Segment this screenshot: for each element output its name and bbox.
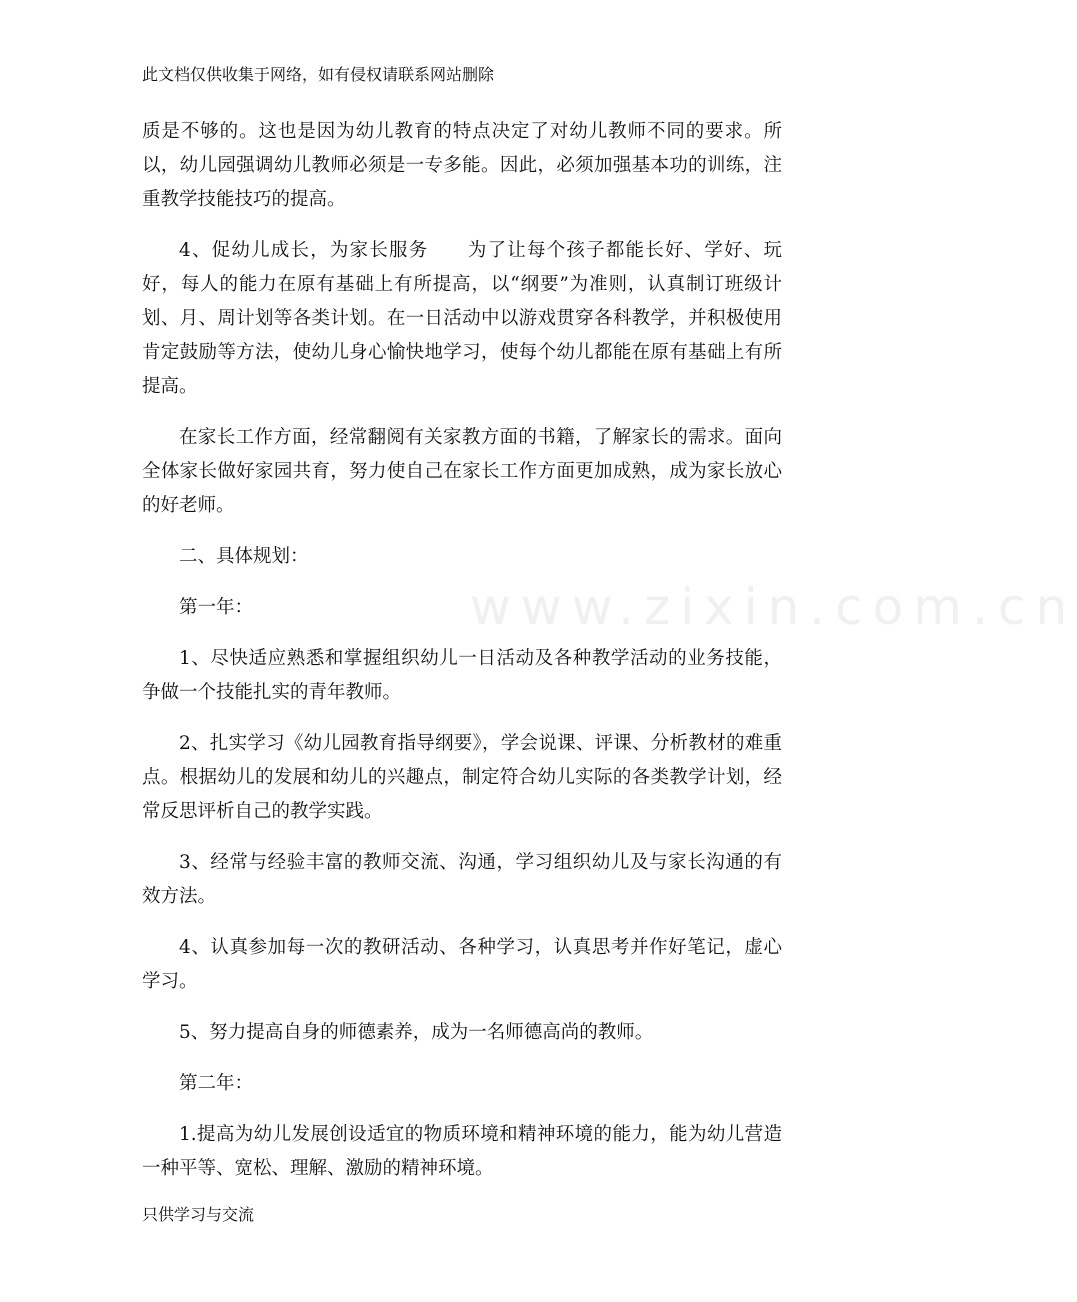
- list-item: 5、努力提高自身的师德素养，成为一名师德高尚的教师。: [179, 1022, 654, 1043]
- page-header-note: 此文档仅供收集于网络，如有侵权请联系网站删除: [142, 65, 495, 84]
- subheading-year-two: 第二年：: [179, 1073, 254, 1094]
- document-body: [142, 115, 782, 1203]
- list-item: 3、经常与经验丰富的教师交流、沟通，学习组织幼儿及与家长沟通的有效方法。: [142, 852, 782, 907]
- list-item: 1.提高为幼儿发展创设适宜的物质环境和精神环境的能力，能为幼儿营造一种平等、宽松、理解、激励的精神环境。: [142, 1124, 782, 1179]
- list-item: 1、尽快适应熟悉和掌握组织幼儿一日活动及各种教学活动的业务技能，争做一个技能扎实的青年教师。: [142, 648, 782, 703]
- subheading-year-one: 第一年：: [179, 597, 254, 618]
- paragraph-continuation: 质是不够的。这也是因为幼儿教育的特点决定了对幼儿教师不同的要求。所以，幼儿园强调幼儿教师必须是一专多能。因此，必须加强基本功的训练，注重教学技能技巧的提高。: [142, 121, 782, 210]
- section-heading-plan: 二、具体规划：: [179, 546, 309, 567]
- paragraph-parent-work: 在家长工作方面，经常翻阅有关家教方面的书籍，了解家长的需求。面向全体家长做好家园共育，努力使自己在家长工作方面更加成熟，成为家长放心的好老师。: [142, 427, 782, 516]
- watermark: www.zixin.com.cn: [470, 578, 1077, 636]
- page-footer-note: 只供学习与交流: [142, 1205, 255, 1224]
- list-item: 2、扎实学习《幼儿园教育指导纲要》，学会说课、评课、分析教材的难重点。根据幼儿的发展和幼儿的兴趣点，制定符合幼儿实际的各类教学计划，经常反思评析自己的教学实践。: [142, 733, 782, 822]
- paragraph-item-4: 4、促幼儿成长，为家长服务 为了让每个孩子都能长好、学好、玩好，每人的能力在原有基础上有所提高，以“纲要”为准则，认真制订班级计划、月、周计划等各类计划。在一日活动中以游戏贯穿各科教学，并积极使用肯定鼓励等方法，使幼儿身心愉快地学习，使每个幼儿都能在原有基础上有所提高。: [142, 240, 782, 397]
- list-item: 4、认真参加每一次的教研活动、各种学习，认真思考并作好笔记，虚心学习。: [142, 937, 782, 992]
